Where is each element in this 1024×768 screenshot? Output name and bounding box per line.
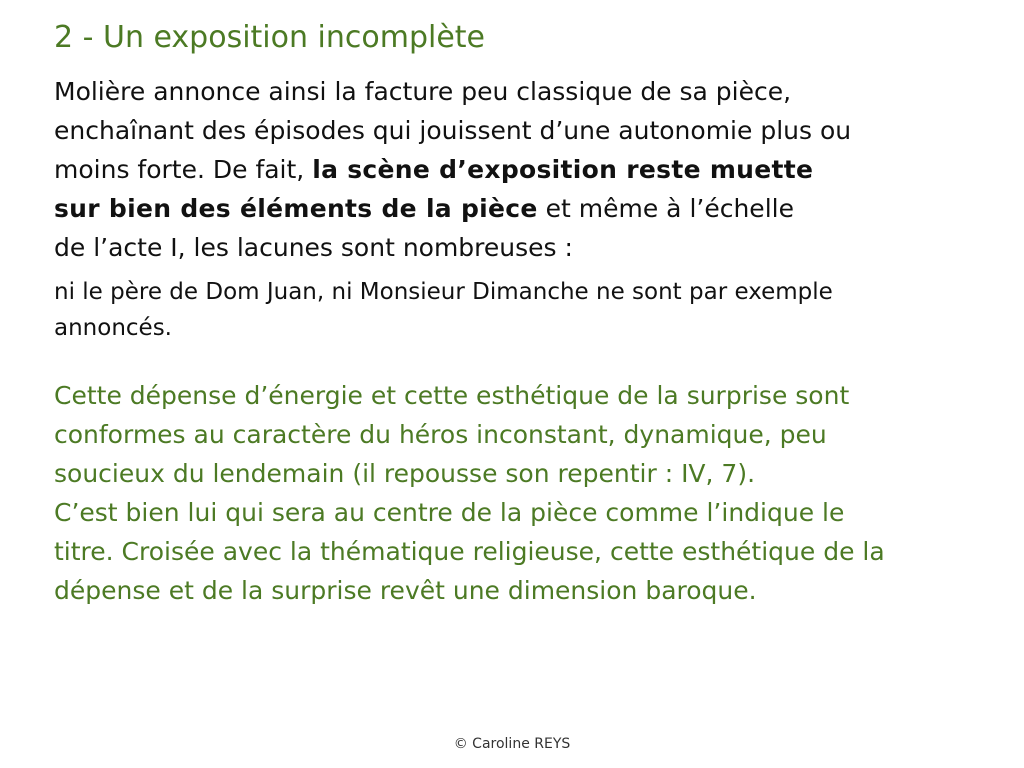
analysis-line-3: soucieux du lendemain (il repousse son repentir : IV, 7).: [54, 459, 756, 488]
intro-paragraph: [54, 72, 1004, 267]
analysis-line-4: C’est bien lui qui sera au centre de la pièce comme l’indique le: [54, 498, 845, 527]
intro-line-4-suffix: et même à l’échelle: [537, 194, 794, 223]
analysis-paragraph: [54, 376, 1014, 610]
intro-line-2: enchaînant des épisodes qui jouissent d’une autonomie plus ou: [54, 116, 852, 145]
intro-line-5: de l’acte I, les lacunes sont nombreuses :: [54, 233, 573, 262]
intro-line-1: Molière annonce ainsi la facture peu classique de sa pièce,: [54, 77, 792, 106]
slide-title: 2 - Un exposition incomplète: [54, 20, 486, 55]
analysis-line-2: conformes au caractère du héros inconstant, dynamique, peu: [54, 420, 827, 449]
intro-line-3-prefix: moins forte. De fait,: [54, 155, 313, 184]
intro-emphasis-2: sur bien des éléments de la pièce: [54, 194, 538, 223]
copyright-footer: © Caroline REYS: [453, 736, 571, 752]
analysis-line-6: dépense et de la surprise revêt une dimension baroque.: [54, 576, 757, 605]
intro-line-4: [54, 189, 1004, 228]
analysis-line-5: titre. Croisée avec la thématique religieuse, cette esthétique de la: [54, 537, 885, 566]
analysis-line-1: Cette dépense d’énergie et cette esthétique de la surprise sont: [54, 381, 850, 410]
example-paragraph: [54, 274, 1004, 346]
example-line-1: ni le père de Dom Juan, ni Monsieur Dimanche ne sont par exemple: [54, 279, 833, 305]
intro-line-3: [54, 150, 1004, 189]
example-line-2: annoncés.: [54, 315, 172, 341]
intro-emphasis-1: la scène d’exposition reste muette: [312, 155, 814, 184]
